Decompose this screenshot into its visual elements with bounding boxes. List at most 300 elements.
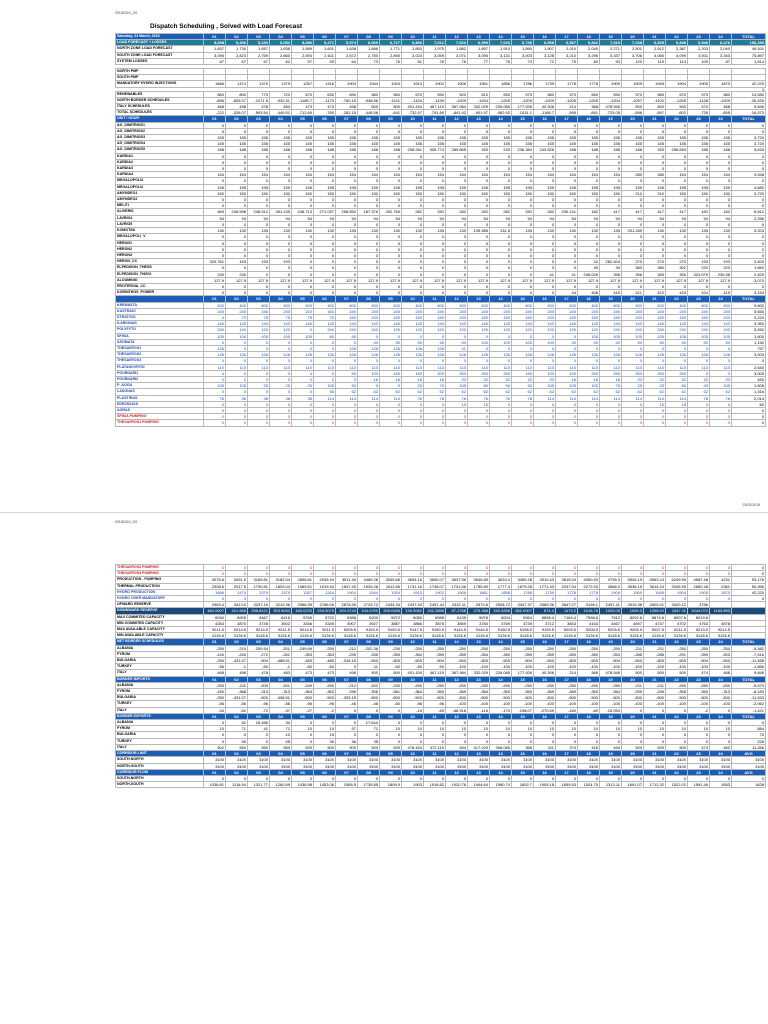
- value-cell: 105: [226, 383, 248, 389]
- value-cell: 0: [292, 571, 314, 577]
- value-cell: 59: [314, 58, 336, 64]
- value-cell: 0: [622, 246, 644, 252]
- value-cell: 0: [248, 283, 270, 289]
- value-cell: 0: [534, 159, 556, 165]
- value-cell: 3100: [468, 763, 490, 769]
- value-cell: 468: [710, 670, 732, 676]
- row-label: ELPEDISON_THISVI: [116, 271, 204, 277]
- value-cell: 150.3256: [490, 608, 512, 614]
- row-label: LOAD FORECAST + LOSSES: [116, 40, 204, 46]
- value-cell: 0: [578, 128, 600, 134]
- value-cell: 0: [336, 401, 358, 407]
- value-cell: 0: [424, 571, 446, 577]
- value-cell: 0: [490, 246, 512, 252]
- value-cell: 3126.6: [490, 633, 512, 639]
- value-cell: 0: [380, 707, 402, 713]
- value-cell: 0: [666, 738, 688, 744]
- value-cell: 0: [512, 246, 534, 252]
- value-cell: 1316: [314, 589, 336, 595]
- value-cell: 62: [446, 389, 468, 395]
- value-cell: 1786: [512, 81, 534, 87]
- value-cell: 127.9: [424, 277, 446, 283]
- row-label: AG_DIMITRIOS1: [116, 122, 204, 128]
- value-cell: 462.0007: [204, 608, 226, 614]
- hour-header: 09: [380, 34, 402, 40]
- value-cell: -354: [600, 651, 622, 657]
- hour-header: 17: [556, 34, 578, 40]
- value-cell: 62: [578, 389, 600, 395]
- value-cell: 3100: [446, 763, 468, 769]
- value-cell: -72: [248, 707, 270, 713]
- total-cell: 2,640: [732, 364, 766, 370]
- value-cell: 126: [402, 345, 424, 351]
- value-cell: 0: [600, 159, 622, 165]
- value-cell: 40.306: [534, 104, 556, 110]
- value-cell: 3347.37: [512, 602, 534, 608]
- value-cell: -249: [292, 682, 314, 688]
- value-cell: 67: [204, 58, 226, 64]
- value-cell: 0: [534, 197, 556, 203]
- value-cell: 0: [666, 246, 688, 252]
- value-cell: 6004: [490, 614, 512, 620]
- hour-header: 20: [622, 676, 644, 682]
- value-cell: 50: [622, 339, 644, 345]
- value-cell: 500: [666, 744, 688, 750]
- value-cell: 380: [622, 265, 644, 271]
- value-cell: 0: [600, 178, 622, 184]
- value-cell: 7,015: [600, 40, 622, 46]
- value-cell: 0: [446, 221, 468, 227]
- value-cell: -160: [556, 707, 578, 713]
- value-cell: 0: [644, 414, 666, 420]
- value-cell: 0: [424, 259, 446, 265]
- value-cell: -500: [534, 658, 556, 664]
- value-cell: -2: [314, 707, 336, 713]
- value-cell: 0: [622, 565, 644, 571]
- value-cell: 114: [644, 395, 666, 401]
- value-cell: 155: [402, 141, 424, 147]
- value-cell: 195: [248, 184, 270, 190]
- value-cell: -655: [710, 110, 732, 116]
- value-cell: 0: [204, 178, 226, 184]
- value-cell: 0: [600, 166, 622, 172]
- value-cell: 0: [336, 565, 358, 571]
- value-cell: 0: [270, 197, 292, 203]
- value-cell: 140: [468, 321, 490, 327]
- value-cell: -100: [644, 664, 666, 670]
- total-header: TOTAL: [732, 713, 766, 719]
- value-cell: 3100: [688, 757, 710, 763]
- value-cell: 240: [666, 308, 688, 314]
- value-cell: 0: [666, 166, 688, 172]
- value-cell: 0: [314, 178, 336, 184]
- value-cell: 0: [402, 401, 424, 407]
- value-cell: -52: [226, 707, 248, 713]
- value-cell: 0: [644, 159, 666, 165]
- value-cell: 0: [226, 252, 248, 258]
- value-cell: 3100: [270, 763, 292, 769]
- value-cell: 150: [468, 314, 490, 320]
- value-cell: 248.912: [248, 209, 270, 215]
- value-cell: -316.15: [336, 658, 358, 664]
- value-cell: 332.029: [468, 104, 490, 110]
- value-cell: 3100: [710, 763, 732, 769]
- value-cell: 0: [688, 401, 710, 407]
- hour-header: 12: [446, 751, 468, 757]
- value-cell: -359: [380, 651, 402, 657]
- value-cell: 0: [512, 401, 534, 407]
- value-cell: -1209: [490, 97, 512, 103]
- value-cell: -313: [248, 689, 270, 695]
- value-cell: 0: [446, 358, 468, 364]
- value-cell: 0: [644, 345, 666, 351]
- hour-header: 03: [248, 296, 270, 302]
- value-cell: 0: [314, 265, 336, 271]
- hour-header: 22: [666, 34, 688, 40]
- value-cell: -56: [204, 664, 226, 670]
- value-cell: 0: [512, 271, 534, 277]
- hour-header: 08: [358, 639, 380, 645]
- value-cell: 1653: [710, 782, 732, 788]
- value-cell: 105: [644, 333, 666, 339]
- value-cell: 0: [512, 738, 534, 744]
- value-cell: 0: [600, 283, 622, 289]
- value-cell: 0: [270, 252, 292, 258]
- value-cell: 94: [622, 215, 644, 221]
- value-cell: 50: [446, 339, 468, 345]
- value-cell: 214: [556, 670, 578, 676]
- value-cell: 150: [578, 190, 600, 196]
- value-cell: 0: [336, 732, 358, 738]
- value-cell: 0: [468, 775, 490, 781]
- value-cell: 94: [666, 215, 688, 221]
- value-cell: 400: [512, 302, 534, 308]
- value-cell: 0: [512, 720, 534, 726]
- value-cell: 0: [358, 221, 380, 227]
- value-cell: 154: [336, 172, 358, 178]
- value-cell: 240: [336, 308, 358, 314]
- value-cell: 0: [556, 401, 578, 407]
- total-header: TOTAL: [732, 296, 766, 302]
- value-cell: 0: [314, 370, 336, 376]
- value-cell: 154: [358, 172, 380, 178]
- value-cell: 0: [248, 345, 270, 351]
- value-cell: 67.2768: [446, 608, 468, 614]
- value-cell: 57: [336, 726, 358, 732]
- hour-header: 23: [688, 34, 710, 40]
- hour-header: 11: [424, 769, 446, 775]
- row-label: SFIKIA: [116, 333, 204, 339]
- value-cell: 0: [358, 358, 380, 364]
- value-cell: 10: [666, 726, 688, 732]
- value-cell: 0: [468, 203, 490, 209]
- hour-header: 01: [204, 751, 226, 757]
- total-cell: 5,650: [732, 308, 766, 314]
- document-id: 20180324_DS: [115, 11, 138, 15]
- value-cell: 0: [226, 420, 248, 426]
- value-cell: 0: [468, 414, 490, 420]
- value-cell: 0: [204, 720, 226, 726]
- value-cell: 110: [226, 364, 248, 370]
- value-cell: 2497.44: [424, 602, 446, 608]
- row-label: ALBANIA: [116, 682, 204, 688]
- value-cell: 40: [358, 339, 380, 345]
- value-cell: 0: [402, 283, 424, 289]
- value-cell: 500: [292, 744, 314, 750]
- value-cell: 154: [534, 172, 556, 178]
- row-label: MELITI: [116, 203, 204, 209]
- hour-header: 08: [358, 116, 380, 122]
- value-cell: -286: [644, 651, 666, 657]
- row-label: ALOUMINIO: [116, 277, 204, 283]
- value-cell: 3126.6: [402, 633, 424, 639]
- row-label: THESAVROS1: [116, 345, 204, 351]
- value-cell: 0: [600, 252, 622, 258]
- value-cell: 280: [622, 172, 644, 178]
- value-cell: 6,548: [688, 40, 710, 46]
- value-cell: 0: [578, 738, 600, 744]
- value-cell: -1141: [380, 97, 402, 103]
- value-cell: 3100: [666, 757, 688, 763]
- value-cell: 127.9: [402, 277, 424, 283]
- value-cell: 195: [358, 184, 380, 190]
- value-cell: 3100: [226, 757, 248, 763]
- value-cell: 0: [314, 565, 336, 571]
- row-label: NORTH ZONE LOAD FORECAST: [116, 46, 204, 52]
- value-cell: -448.56: [358, 110, 380, 116]
- value-cell: 0: [292, 159, 314, 165]
- value-cell: 0: [490, 571, 512, 577]
- value-cell: 76: [402, 395, 424, 401]
- value-cell: 0: [556, 414, 578, 420]
- value-cell: -100: [622, 664, 644, 670]
- value-cell: 3346: [292, 620, 314, 626]
- hour-header: 14: [490, 34, 512, 40]
- value-cell: 0: [358, 240, 380, 246]
- value-cell: 3126.6: [336, 633, 358, 639]
- value-cell: 16: [600, 376, 622, 382]
- value-cell: 0: [336, 775, 358, 781]
- value-cell: 195: [578, 184, 600, 190]
- value-cell: 55: [270, 738, 292, 744]
- value-cell: -359: [446, 651, 468, 657]
- value-cell: 5249.59: [666, 577, 688, 583]
- value-cell: -100: [666, 701, 688, 707]
- value-cell: 0: [336, 221, 358, 227]
- value-cell: -272: [248, 651, 270, 657]
- total-cell: 0: [732, 571, 766, 577]
- value-cell: 62: [556, 389, 578, 395]
- value-cell: -826.07: [226, 97, 248, 103]
- value-cell: 3,131: [490, 52, 512, 58]
- value-cell: 2856.61: [292, 577, 314, 583]
- value-cell: 220: [710, 265, 732, 271]
- value-cell: 3100: [490, 757, 512, 763]
- value-cell: 1902: [424, 81, 446, 87]
- value-cell: 40: [578, 339, 600, 345]
- value-cell: 150: [402, 190, 424, 196]
- row-label: TURKEY: [116, 664, 204, 670]
- value-cell: 126: [358, 345, 380, 351]
- hour-header: 23: [688, 713, 710, 719]
- value-cell: 0: [644, 707, 666, 713]
- value-cell: 62: [688, 389, 710, 395]
- value-cell: 6,009: [358, 40, 380, 46]
- row-label: MEGALOPOLI_V: [116, 234, 204, 240]
- value-cell: 0: [688, 246, 710, 252]
- value-cell: 0: [446, 732, 468, 738]
- value-cell: 3126.6: [600, 633, 622, 639]
- value-cell: 2528.72: [490, 602, 512, 608]
- value-cell: 80: [314, 333, 336, 339]
- value-cell: 0: [446, 234, 468, 240]
- value-cell: 3847.07: [556, 602, 578, 608]
- value-cell: 5,080: [292, 40, 314, 46]
- value-cell: 0: [402, 265, 424, 271]
- total-cell: 9,600: [732, 302, 766, 308]
- value-cell: 3,295: [578, 52, 600, 58]
- value-cell: 2786.06: [314, 602, 336, 608]
- value-cell: 0: [424, 283, 446, 289]
- value-cell: 2308.6: [204, 583, 226, 589]
- value-cell: 2,387: [666, 46, 688, 52]
- value-cell: 0: [380, 596, 402, 602]
- value-cell: 0: [512, 333, 534, 339]
- value-cell: -359: [556, 651, 578, 657]
- value-cell: 0: [314, 571, 336, 577]
- value-cell: 1173.2: [556, 608, 578, 614]
- hour-header: 15: [512, 676, 534, 682]
- value-cell: 76: [468, 395, 490, 401]
- value-cell: 0: [226, 203, 248, 209]
- value-cell: 0: [534, 283, 556, 289]
- value-cell: 1949: [644, 81, 666, 87]
- value-cell: 0: [292, 283, 314, 289]
- value-cell: 32: [446, 376, 468, 382]
- row-label: KORINTHOS_POWER: [116, 290, 204, 296]
- value-cell: -100: [512, 701, 534, 707]
- value-cell: 0: [424, 271, 446, 277]
- value-cell: 240: [380, 308, 402, 314]
- value-cell: 0: [600, 407, 622, 413]
- value-cell: 0: [226, 197, 248, 203]
- value-cell: 1785.89: [468, 583, 490, 589]
- value-cell: -100: [490, 701, 512, 707]
- value-cell: -100: [534, 701, 556, 707]
- value-cell: 2497.41: [600, 602, 622, 608]
- value-cell: 311: [534, 744, 556, 750]
- value-cell: 140: [578, 321, 600, 327]
- value-cell: 1771.43: [534, 583, 556, 589]
- hour-header: 01: [204, 713, 226, 719]
- hour-header: 13: [468, 713, 490, 719]
- hour-header: 02: [226, 751, 248, 757]
- value-cell: 0: [270, 240, 292, 246]
- value-cell: 246.028: [578, 271, 600, 277]
- value-cell: 245.598: [226, 209, 248, 215]
- value-cell: 16: [358, 376, 380, 382]
- value-cell: -100: [710, 701, 732, 707]
- value-cell: 155: [292, 141, 314, 147]
- value-cell: 0: [512, 122, 534, 128]
- value-cell: -34: [204, 707, 226, 713]
- value-cell: -100: [578, 664, 600, 670]
- value-cell: 110: [622, 364, 644, 370]
- value-cell: 0: [600, 571, 622, 577]
- hour-header: 21: [644, 676, 666, 682]
- value-cell: -65: [424, 707, 446, 713]
- value-cell: 0: [292, 265, 314, 271]
- value-cell: 400: [424, 302, 446, 308]
- row-label: TOTAL SCHEDULES: [116, 110, 204, 116]
- value-cell: -56: [270, 701, 292, 707]
- value-cell: 1913: [402, 589, 424, 595]
- value-cell: 155: [688, 135, 710, 141]
- value-cell: 0: [556, 128, 578, 134]
- value-cell: 1906: [446, 589, 468, 595]
- value-cell: 0: [710, 596, 732, 602]
- value-cell: 0: [402, 122, 424, 128]
- value-cell: 127.9: [270, 277, 292, 283]
- value-cell: -359: [534, 651, 556, 657]
- value-cell: 3126.6: [666, 633, 688, 639]
- value-cell: 0: [600, 246, 622, 252]
- value-cell: 42: [578, 259, 600, 265]
- total-cell: 0: [732, 246, 766, 252]
- value-cell: 0: [534, 407, 556, 413]
- value-cell: 0: [358, 178, 380, 184]
- value-cell: 0: [204, 389, 226, 395]
- value-cell: 0: [358, 153, 380, 159]
- value-cell: 0: [226, 265, 248, 271]
- value-cell: 400: [534, 302, 556, 308]
- value-cell: 94: [292, 215, 314, 221]
- value-cell: -100: [600, 664, 622, 670]
- value-cell: 2,501: [622, 46, 644, 52]
- value-cell: -355: [666, 689, 688, 695]
- value-cell: 4,080: [644, 52, 666, 58]
- hour-header: 05: [292, 751, 314, 757]
- hour-header: 04: [270, 769, 292, 775]
- value-cell: 76: [380, 58, 402, 64]
- value-cell: 0: [556, 265, 578, 271]
- value-cell: 2570.6: [468, 602, 490, 608]
- value-cell: 150: [556, 190, 578, 196]
- value-cell: 0: [248, 271, 270, 277]
- value-cell: 0: [402, 720, 424, 726]
- value-cell: 0: [380, 122, 402, 128]
- value-cell: 155: [204, 135, 226, 141]
- total-cell: 3,003: [732, 352, 766, 358]
- value-cell: 1856: [490, 81, 512, 87]
- value-cell: 0: [710, 203, 732, 209]
- value-cell: 270: [622, 259, 644, 265]
- value-cell: 240: [688, 327, 710, 333]
- value-cell: 195: [336, 184, 358, 190]
- total-cell: 0: [732, 565, 766, 571]
- value-cell: 0: [424, 159, 446, 165]
- value-cell: 155: [446, 141, 468, 147]
- hour-header: 04: [270, 751, 292, 757]
- value-cell: 0: [710, 401, 732, 407]
- value-cell: 41: [248, 726, 270, 732]
- value-cell: 0: [556, 203, 578, 209]
- value-cell: -449.51: [270, 110, 292, 116]
- row-label: THERMAL PRODUCTION: [116, 583, 204, 589]
- value-cell: 0: [644, 420, 666, 426]
- value-cell: 110: [204, 364, 226, 370]
- value-cell: 0: [666, 420, 688, 426]
